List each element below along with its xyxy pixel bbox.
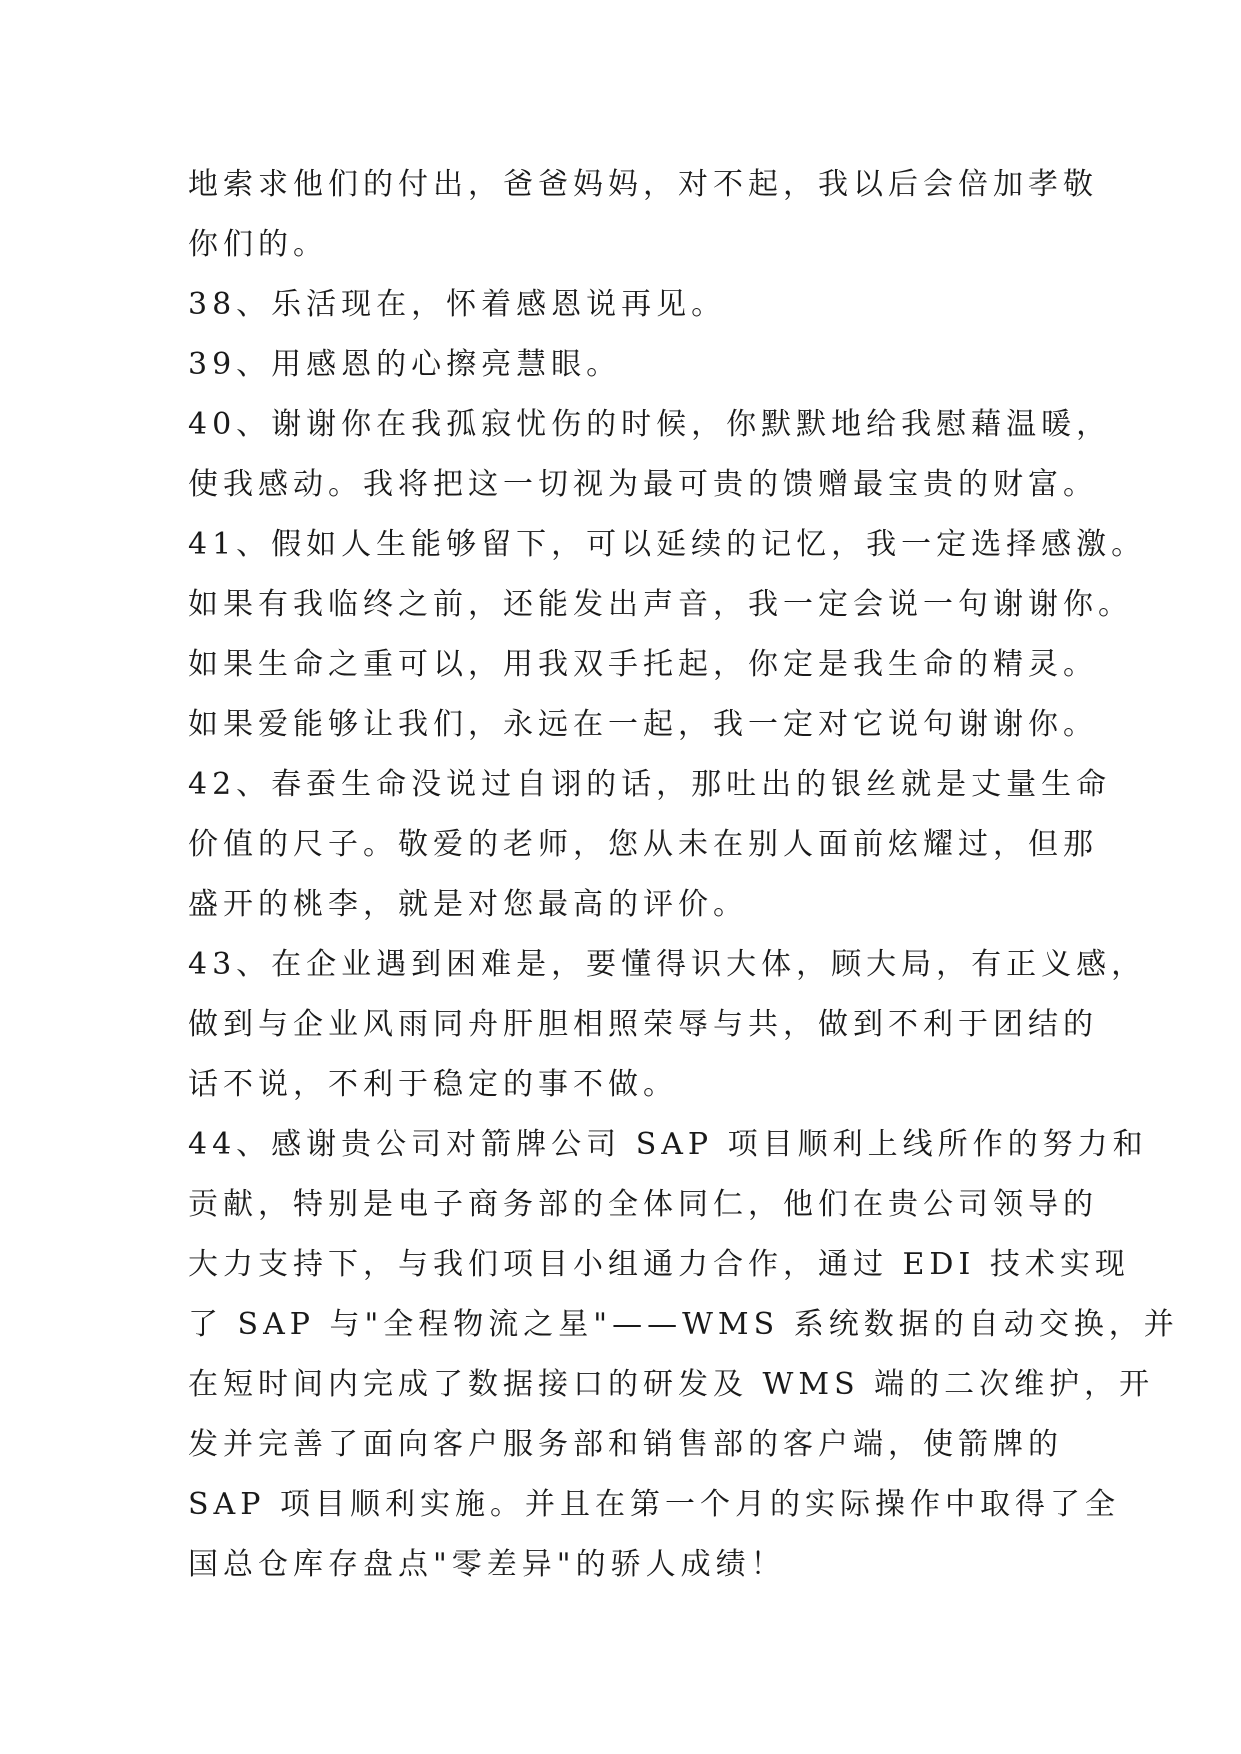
text-line: 国总仓库存盘点"零差异"的骄人成绩！ — [188, 1547, 786, 1582]
text-line: 做到与企业风雨同舟肝胆相照荣辱与共，做到不利于团结的 — [188, 1007, 1098, 1042]
text-line: 了 SAP 与"全程物流之星"——WMS 系统数据的自动交换，并 — [188, 1307, 1179, 1342]
text-line: SAP 项目顺利实施。并且在第一个月的实际操作中取得了全 — [188, 1487, 1120, 1522]
text-line: 如果爱能够让我们，永远在一起，我一定对它说句谢谢你。 — [188, 707, 1098, 742]
text-line: 价值的尺子。敬爱的老师，您从未在别人面前炫耀过，但那 — [188, 827, 1098, 862]
text-line: 贡献，特别是电子商务部的全体同仁，他们在贵公司领导的 — [188, 1187, 1098, 1222]
text-line: 地索求他们的付出，爸爸妈妈，对不起，我以后会倍加孝敬 — [188, 167, 1098, 202]
text-line: 41、假如人生能够留下，可以延续的记忆，我一定选择感激。 — [188, 527, 1147, 562]
text-line: 如果有我临终之前，还能发出声音，我一定会说一句谢谢你。 — [188, 587, 1133, 622]
text-line: 你们的。 — [188, 227, 328, 262]
text-line: 使我感动。我将把这一切视为最可贵的馈赠最宝贵的财富。 — [188, 467, 1098, 502]
text-line: 如果生命之重可以，用我双手托起，你定是我生命的精灵。 — [188, 647, 1098, 682]
text-line: 发并完善了面向客户服务部和销售部的客户端，使箭牌的 — [188, 1427, 1063, 1462]
text-line: 39、用感恩的心擦亮慧眼。 — [188, 347, 622, 382]
text-line: 40、谢谢你在我孤寂忧伤的时候，你默默地给我慰藉温暖， — [188, 407, 1112, 442]
text-line: 大力支持下，与我们项目小组通力合作，通过 EDI 技术实现 — [188, 1247, 1130, 1282]
text-line: 盛开的桃李，就是对您最高的评价。 — [188, 887, 748, 922]
text-line: 43、在企业遇到困难是，要懂得识大体，顾大局，有正义感， — [188, 947, 1147, 982]
text-line: 42、春蚕生命没说过自诩的话，那吐出的银丝就是丈量生命 — [188, 767, 1112, 802]
text-line: 38、乐活现在，怀着感恩说再见。 — [188, 287, 727, 322]
text-line: 在短时间内完成了数据接口的研发及 WMS 端的二次维护，开 — [188, 1367, 1155, 1402]
text-line: 话不说，不利于稳定的事不做。 — [188, 1067, 678, 1102]
text-line: 44、感谢贵公司对箭牌公司 SAP 项目顺利上线所作的努力和 — [188, 1127, 1148, 1162]
